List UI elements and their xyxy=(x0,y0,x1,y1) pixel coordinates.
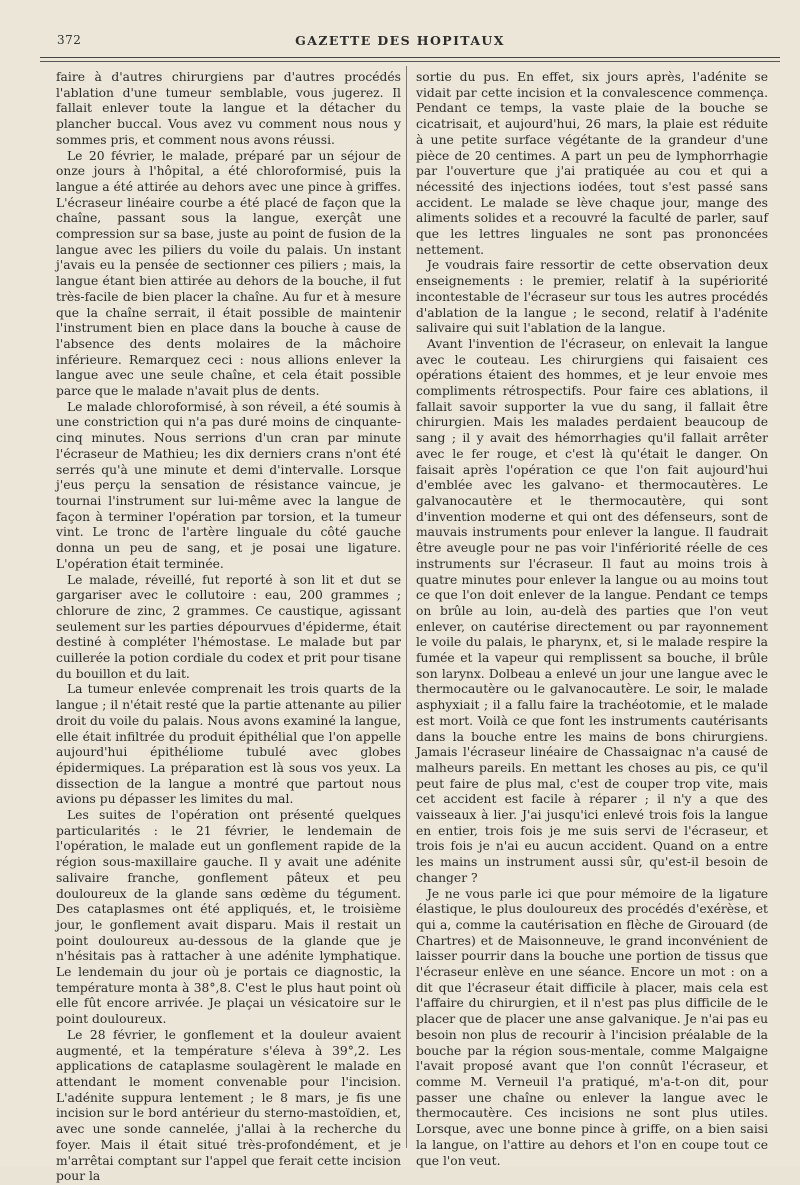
left-column xyxy=(56,70,401,1184)
paragraph: Les suites de l'opération ont présenté quelques particularités : le 21 février, le lendemain de l'opération, le malade eut un gonflement rapide de la région sous-maxillaire gauche. Il y avait une adénite salivaire franche, gonflement pâteux et peu douloureux de la glande sans œdème du tégument. Des cataplasmes ont été appliqués, et, le troisième jour, le gonflement avait disparu. Mais il restait un point douloureux au-dessous de la glande que je n'hésitais pas à rattacher à une adénite lymphatique. Le lendemain du jour où je portais ce diagnostic, la température monta à 38°,8. C'est le plus haut point où elle fût encore arrivée. Je plaçai un vésicatoire sur le point douloureux. xyxy=(56,808,401,1027)
paragraph: sortie du pus. En effet, six jours après, l'adénite se vidait par cette incision et la convalescence commença. Pendant ce temps, la vaste plaie de la bouche se cicatrisait, et aujourd'hui, 26 mars, la plaie est réduite à une petite surface végétante de la grandeur d'une pièce de 20 centimes. A part un peu de lymphorrhagie par l'ouverture que j'ai pratiquée au cou et qui a nécessité des injections iodées, tout s'est passé sans accident. Le malade se lève chaque jour, mange des aliments solides et a recouvré la faculté de parler, sauf que les lettres linguales ne sont pas prononcées nettement. xyxy=(416,70,768,257)
column-divider xyxy=(406,66,407,1148)
paragraph: faire à d'autres chirurgiens par d'autres procédés l'ablation d'une tumeur semblable, vous jugerez. Il fallait enlever toute la langue et la détacher du plancher buccal. Vous avez vu comment nous nous y sommes pris, et comment nous avons réussi. xyxy=(56,70,401,147)
header-rule-thin xyxy=(40,61,780,62)
paragraph: Je voudrais faire ressortir de cette observation deux enseignements : le premier, relatif à la supériorité incontestable de l'écraseur sur tous les autres procédés d'ablation de la langue ; le second, relatif à l'adénite salivaire qui suit l'ablation de la langue. xyxy=(416,258,768,336)
paragraph: La tumeur enlevée comprenait les trois quarts de la langue ; il n'était resté que la partie attenante au pilier droit du voile du palais. Nous avons examiné la langue, elle était infiltrée du produit épithélial que l'on appelle aujourd'hui épithéliome tubulé avec globes épidermiques. La préparation est là sous vos yeux. La dissection de la langue a montré que partout nous avions pu dépasser les limites du mal. xyxy=(56,682,401,807)
right-column xyxy=(416,70,768,1168)
header-rule-thick xyxy=(40,57,780,58)
page-number: 372 xyxy=(57,33,82,47)
paragraph: Le malade, réveillé, fut reporté à son lit et dut se gargariser avec le collutoire : eau, 200 grammes ; chlorure de zinc, 2 grammes. Ce caustique, agissant seulement sur les parties dépourvues d'épiderme, était destiné à compléter l'hémostase. Le malade but par cuillerée la potion cordiale du codex et prit pour tisane du bouillon et du lait. xyxy=(56,572,401,681)
paragraph: Je ne vous parle ici que pour mémoire de la ligature élastique, le plus douloureux des procédés d'exérèse, et qui a, comme la cautérisation en flèche de Girouard (de Chartres) et de Maisonneuve, le grand inconvénient de laisser pourrir dans la bouche une portion de tissus que l'écraseur enlève en une séance. Encore un mot : on a dit que l'écraseur était difficile à placer, mais cela est l'affaire du chirurgien, et il n'est pas plus difficile de le placer que de placer une anse galvanique. Je n'ai pas eu besoin non plus de recourir à l'incision préalable de la bouche par la région sous-mentale, comme Malgaigne l'avait proposé avant que l'on connût l'écraseur, et comme M. Verneuil l'a pratiqué, m'a-t-on dit, pour passer une chaîne ou enlever la langue avec le thermocautère. Ces incisions ne sont plus utiles. Lorsque, avec une bonne pince à griffe, on a bien saisi la langue, on l'attire au dehors et l'on en coupe tout ce que l'on veut. xyxy=(416,886,768,1168)
running-title: GAZETTE DES HOPITAUX xyxy=(295,33,505,48)
paragraph: Le 20 février, le malade, préparé par un séjour de onze jours à l'hôpital, a été chloroformisé, puis la langue a été attirée au dehors avec une pince à griffes. L'écraseur linéaire courbe a été placé de façon que la chaîne, passant sous la langue, exerçât une compression sur sa base, juste au point de fusion de la langue avec les piliers du voile du palais. Un instant j'avais eu la pensée de sectionner ces piliers ; mais, la langue étant bien attirée au dehors de la bouche, il fut très-facile de bien placer la chaîne. Au fur et à mesure que la chaîne serrait, il était possible de maintenir l'instrument bien en place dans la bouche à cause de l'absence des dents molaires de la mâchoire inférieure. Remarquez ceci : nous allions enlever la langue avec une seule chaîne, et cela était possible parce que le malade n'avait plus de dents. xyxy=(56,148,401,399)
paragraph: Le malade chloroformisé, à son réveil, a été soumis à une constriction qui n'a pas duré moins de cinquante-cinq minutes. Nous serrions d'un cran par minute l'écraseur de Mathieu; les dix derniers crans n'ont été serrés qu'à une minute et demi d'intervalle. Lorsque j'eus perçu la sensation de résistance vaincue, je tournai l'instrument sur lui-même avec la langue de façon à terminer l'opération par torsion, et la tumeur vint. Le tronc de l'artère linguale du côté gauche donna un peu de sang, et je posai une ligature. L'opération était terminée. xyxy=(56,399,401,571)
paragraph: Avant l'invention de l'écraseur, on enlevait la langue avec le couteau. Les chirurgiens qui faisaient ces opérations étaient des hommes, et je leur envoie mes compliments rétrospectifs. Pour faire ces ablations, il fallait savoir supporter la vue du sang, il fallait être chirurgien. Mais les malades perdaient beaucoup de sang ; il y avait des hémorrhagies qu'il fallait arrêter avec le fer rouge, et c'est là qu'était le danger. On faisait après l'opération ce que l'on fait aujourd'hui d'emblée avec les galvano- et thermocautères. Le galvanocautère et le thermocautère, qui sont d'invention moderne et qui ont des défenseurs, sont de mauvais instruments pour enlever la langue. Il faudrait être aveugle pour ne pas voir l'infériorité réelle de ces instruments sur l'écraseur. Il faut au moins trois à quatre minutes pour enlever la langue ou au moins tout ce que l'on doit enlever de la langue. Pendant ce temps on brûle au loin, au-delà des parties que l'on veut enlever, on cautérise directement ou par rayonnement le voile du palais, le pharynx, et, si le malade respire la fumée et la vapeur qui remplissent sa bouche, il brûle son larynx. Dolbeau a enlevé un jour une langue avec le thermocautère ou le galvanocautère. Le soir, le malade asphyxiait ; il a fallu faire la trachéotomie, et le malade est mort. Voilà ce que font les instruments cautérisants dans la bouche entre les mains de bons chirurgiens. Jamais l'écraseur linéaire de Chassaignac n'a causé de malheurs pareils. En mettant les choses au pis, ce qu'il peut faire de plus mal, c'est de couper trop vite, mais cet accident est facile à réparer ; il n'y a que des vaisseaux à lier. J'ai jusqu'ici enlevé trois fois la langue en entier, trois fois je me suis servi de l'écraseur, et trois fois je n'ai eu aucun accident. Quand on a entre les mains un instrument aussi sûr, qu'est-il besoin de changer ? xyxy=(416,336,768,885)
paragraph: Le 28 février, le gonflement et la douleur avaient augmenté, et la température s'éleva à 39°,2. Les applications de cataplasme soulagèrent le malade en attendant le moment convenable pour l'incision. L'adénite suppura lentement ; le 8 mars, je fis une incision sur le bord antérieur du sterno-mastoïdien, et, avec une sonde cannelée, j'allai à la recherche du foyer. Mais il était situé très-profondément, et je m'arrêtai comptant sur l'appel que ferait cette incision pour la xyxy=(56,1027,401,1184)
